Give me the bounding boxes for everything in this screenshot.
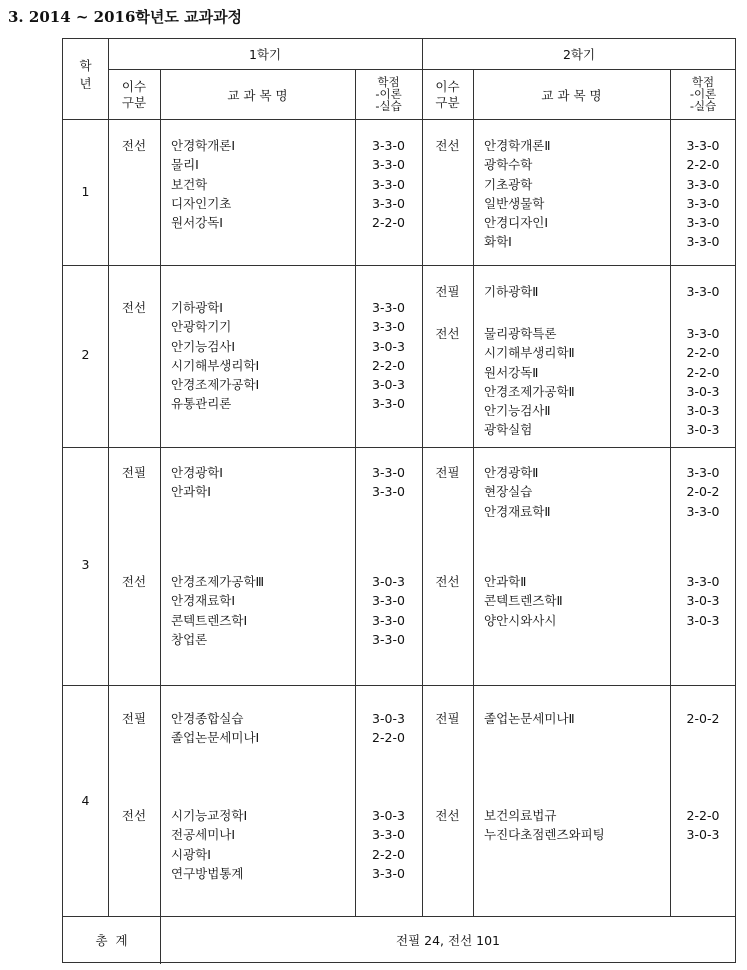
course-name: 광학수학	[484, 157, 533, 173]
credit-list: 3-0-3 3-3-0 3-3-0 3-3-0	[372, 574, 405, 647]
col-divider	[160, 69, 161, 964]
course-name: 보건의료법규	[484, 808, 557, 823]
course-name: 기하광학Ⅱ	[484, 284, 539, 299]
row-divider	[63, 447, 736, 448]
year-label: 3	[81, 557, 90, 572]
course-list	[171, 709, 259, 748]
credit-list: 3-3-0 2-0-2 3-3-0	[686, 465, 720, 519]
course-type: 전선	[121, 138, 147, 153]
credit-list: 3-3-0 3-3-0	[372, 465, 405, 500]
course-name: 안경학개론Ⅱ	[484, 138, 551, 153]
course-name: 광학실험	[484, 422, 533, 438]
course-name: 안기능검사Ⅱ	[484, 403, 551, 419]
course-name: 화학Ⅰ	[484, 234, 512, 250]
credit-value: 2-0-2	[686, 711, 720, 726]
page-title: 3. 2014 ~ 2016학년도 교과과정	[8, 8, 243, 26]
row-divider	[63, 119, 736, 120]
course-type: 전선	[435, 808, 460, 823]
course-list	[171, 298, 259, 414]
course-type: 전필	[121, 465, 147, 480]
credit-list: 3-3-0 3-3-0 3-3-0 3-3-0 2-2-0	[372, 138, 405, 231]
course-type: 전선	[435, 138, 460, 153]
course-list	[171, 806, 247, 883]
type-header: 이수 구분	[435, 79, 460, 110]
course-name: 안경조제가공학Ⅲ	[171, 574, 265, 589]
course-type: 전선	[435, 574, 460, 589]
course-list	[484, 806, 605, 845]
course-type: 전필	[435, 284, 460, 299]
credit-list: 3-3-0 2-2-0 3-3-0 3-3-0 3-3-0 3-3-0	[686, 138, 720, 250]
course-list	[171, 136, 235, 232]
grade-header: 학 년	[79, 58, 92, 91]
course-name: 안경재료학Ⅱ	[484, 503, 551, 519]
semester-2-header: 2학기	[562, 47, 596, 62]
credit-value: 3-3-0	[686, 284, 720, 299]
total-label: 총 계	[95, 933, 128, 948]
course-name: 시기해부생리학Ⅰ	[171, 357, 260, 373]
row-divider	[63, 265, 736, 266]
course-header: 교 과 목 명	[227, 88, 288, 103]
course-name: 안광학기기	[171, 319, 232, 335]
course-name: 창업론	[171, 631, 208, 647]
course-name: 원서강독Ⅰ	[171, 215, 223, 231]
course-name: 물리광학특론	[484, 326, 557, 341]
course-type: 전선	[121, 574, 147, 589]
course-name: 안경종합실습	[171, 711, 244, 726]
course-list	[484, 463, 551, 521]
year-label: 2	[81, 347, 90, 362]
course-list	[171, 572, 264, 649]
credit-list: 3-0-3 3-3-0 2-2-0 3-3-0	[372, 808, 405, 881]
credit-list: 3-3-0 3-0-3 3-0-3	[686, 574, 720, 628]
course-type: 전필	[435, 465, 460, 480]
course-name: 일반생물학	[484, 195, 545, 211]
credit-list: 3-3-0 3-3-0 3-0-3 2-2-0 3-0-3 3-3-0	[372, 300, 405, 412]
course-name: 현장실습	[484, 484, 533, 500]
year-label: 4	[81, 793, 90, 808]
course-name: 시광학Ⅰ	[171, 846, 211, 862]
course-name: 안경광학Ⅰ	[171, 465, 223, 480]
course-name: 콘텍트렌즈학Ⅱ	[484, 593, 563, 609]
type-header: 이수 구분	[121, 79, 147, 110]
course-name: 기초광학	[484, 176, 533, 192]
course-list	[171, 463, 223, 502]
credit-list: 2-2-0 3-0-3	[686, 808, 720, 843]
course-name: 디자인기초	[171, 195, 232, 211]
course-name: 안경광학Ⅱ	[484, 465, 539, 480]
credit-list: 3-0-3 2-2-0	[372, 711, 405, 746]
credit-header: 학점 -이론 -실습	[689, 75, 717, 113]
course-name: 안과학Ⅰ	[171, 484, 211, 500]
course-name: 보건학	[171, 176, 208, 192]
course-name: 안경조제가공학Ⅱ	[484, 383, 575, 399]
course-type: 전필	[435, 711, 460, 726]
course-name: 양안시와사시	[484, 612, 557, 628]
credit-list: 3-3-0 2-2-0 2-2-0 3-0-3 3-0-3 3-0-3	[686, 326, 720, 438]
course-name: 안과학Ⅱ	[484, 574, 527, 589]
course-name: 원서강독Ⅱ	[484, 364, 539, 380]
course-name: 졸업논문세미나Ⅰ	[171, 730, 260, 746]
course-name: 졸업논문세미나Ⅱ	[484, 711, 575, 726]
course-type: 전선	[121, 300, 147, 315]
course-header: 교 과 목 명	[541, 88, 602, 103]
course-name: 누진다초점렌즈와피팅	[484, 827, 605, 843]
course-name: 유통관리론	[171, 396, 232, 412]
curriculum-table	[62, 38, 736, 963]
course-name: 시기능교정학Ⅰ	[171, 808, 248, 823]
course-name: 안경디자인Ⅰ	[484, 215, 549, 231]
course-name: 물리Ⅰ	[171, 157, 199, 173]
course-type: 전선	[435, 326, 460, 341]
course-list	[484, 324, 575, 440]
year-label: 1	[81, 184, 90, 199]
credit-header: 학점 -이론 -실습	[375, 75, 402, 113]
course-name: 안경학개론Ⅰ	[171, 138, 236, 153]
course-name: 기하광학Ⅰ	[171, 300, 223, 315]
course-name: 콘텍트렌즈학Ⅰ	[171, 612, 248, 628]
course-name: 연구방법통계	[171, 865, 244, 881]
course-name: 안기능검사Ⅰ	[171, 338, 236, 354]
row-divider	[63, 916, 736, 917]
course-list	[484, 572, 563, 630]
course-name: 안경조제가공학Ⅰ	[171, 377, 260, 393]
total-value: 전필 24, 전선 101	[396, 933, 500, 948]
course-type: 전선	[121, 808, 147, 823]
course-type: 전필	[121, 711, 147, 726]
row-divider	[63, 685, 736, 686]
course-list	[484, 136, 551, 252]
col-divider	[473, 69, 474, 916]
course-name: 안경재료학Ⅰ	[171, 593, 236, 609]
course-name: 시기해부생리학Ⅱ	[484, 345, 575, 361]
course-name: 전공세미나Ⅰ	[171, 827, 236, 843]
semester-1-header: 1학기	[248, 47, 282, 62]
